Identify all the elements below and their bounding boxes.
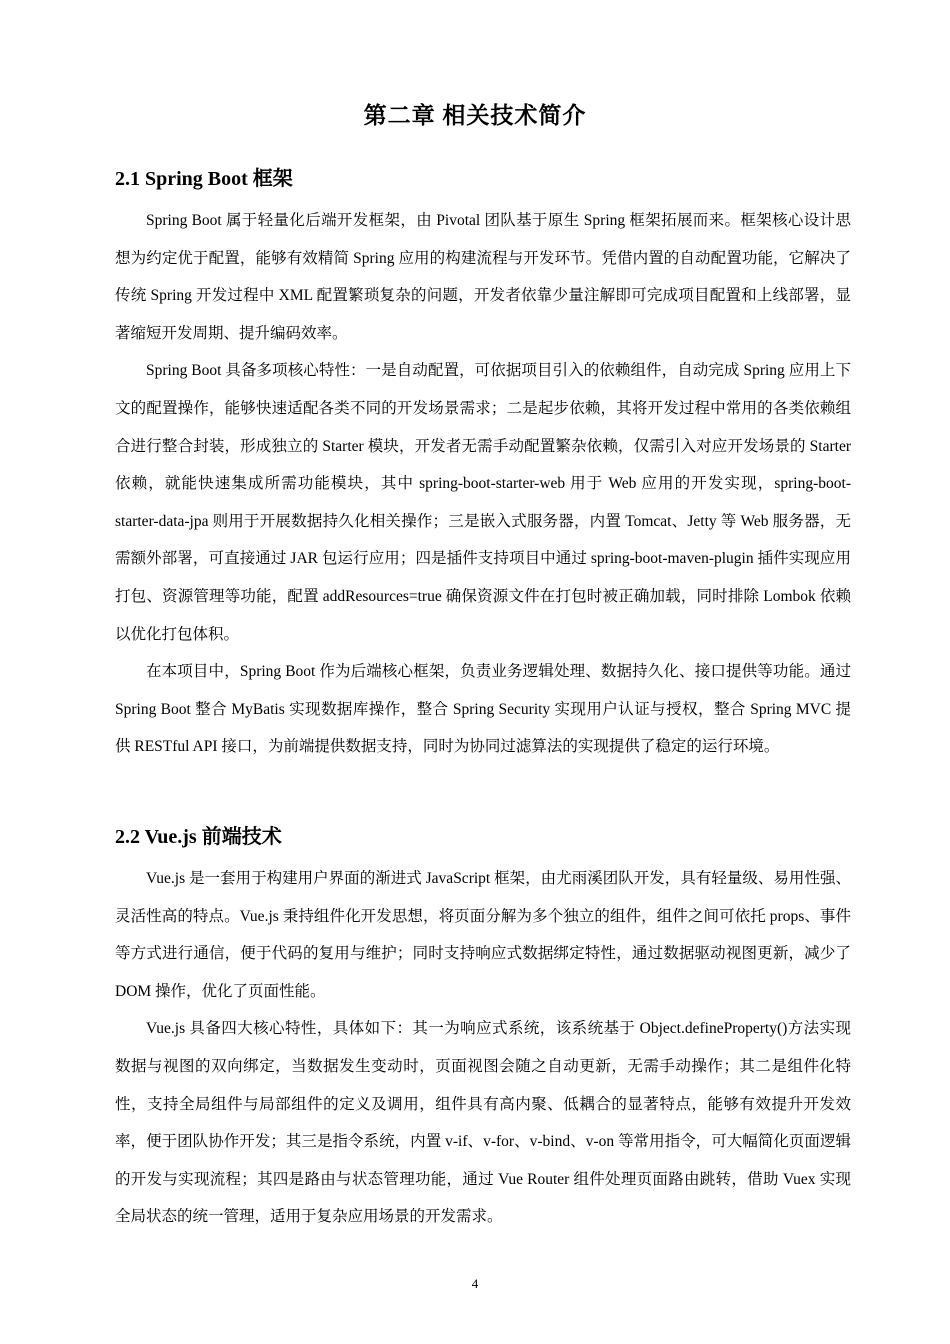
section-heading-vue: 2.2 Vue.js 前端技术 xyxy=(115,826,282,848)
paragraph: Spring Boot 属于轻量化后端开发框架，由 Pivotal 团队基于原生 Spring 框架拓展而来。框架核心设计思想为约定优于配置，能够有效精简 Spring 应用的构建流程与开发环节。凭借内置的自动配置功能，它解决了传统 Spring 开发过程中 XML 配置繁琐复杂的问题，开发者依靠少量注解即可完成项目配置和上线部署，显著缩短开发周期、提升编码效率。 xyxy=(115,212,851,342)
paragraph: Vue.js 是一套用于构建用户界面的渐进式 JavaScript 框架，由尤雨溪团队开发，具有轻量级、易用性强、灵活性高的特点。Vue.js 秉持组件化开发思想，将页面分解为多个独立的组件，组件之间可依托 props、事件等方式进行通信，便于代码的复用与维护；同时支持响应式数据绑定特性，通过数据驱动视图更新，减少了 DOM 操作，优化了页面性能。 xyxy=(115,870,851,1000)
chapter-title: 第二章 相关技术简介 xyxy=(363,103,587,128)
section-body-spring-boot xyxy=(115,202,851,766)
section-heading-spring-boot: 2.1 Spring Boot 框架 xyxy=(115,168,293,190)
page-number: 4 xyxy=(471,1276,479,1291)
section-body-vue xyxy=(115,860,851,1236)
paragraph: 在本项目中，Spring Boot 作为后端核心框架，负责业务逻辑处理、数据持久化、接口提供等功能。通过 Spring Boot 整合 MyBatis 实现数据库操作，整合 Spring Security 实现用户认证与授权，整合 Spring MVC 提供 RESTful API 接口，为前端提供数据支持，同时为协同过滤算法的实现提供了稳定的运行环境。 xyxy=(115,663,851,756)
paragraph: Spring Boot 具备多项核心特性：一是自动配置，可依据项目引入的依赖组件，自动完成 Spring 应用上下文的配置操作，能够快速适配各类不同的开发场景需求；二是起步依赖，其将开发过程中常用的各类依赖组合进行整合封装，形成独立的 Starter 模块，开发者无需手动配置繁杂依赖，仅需引入对应开发场景的 Starter 依赖，就能快速集成所需功能模块，其中 spring-boot-starter-web 用于 Web 应用的开发实现，spring-boot-starter-data-jpa 则用于开展数据持久化相关操作；三是嵌入式服务器，内置 Tomcat、Jetty 等 Web 服务器，无需额外部署，可直接通过 JAR 包运行应用；四是插件支持项目中通过 spring-boot-maven-plugin 插件实现应用打包、资源管理等功能，配置 addResources=true 确保资源文件在打包时被正确加载，同时排除 Lombok 依赖以优化打包体积。 xyxy=(115,362,851,643)
paragraph: Vue.js 具备四大核心特性，具体如下：其一为响应式系统，该系统基于 Object.defineProperty()方法实现数据与视图的双向绑定，当数据发生变动时，页面视图会随之自动更新，无需手动操作；其二是组件化特性，支持全局组件与局部组件的定义及调用，组件具有高内聚、低耦合的显著特点，能够有效提升开发效率，便于团队协作开发；其三是指令系统，内置 v-if、v-for、v-bind、v-on 等常用指令，可大幅简化页面逻辑的开发与实现流程；其四是路由与状态管理功能，通过 Vue Router 组件处理页面路由跳转，借助 Vuex 实现全局状态的统一管理，适用于复杂应用场景的开发需求。 xyxy=(115,1020,851,1226)
